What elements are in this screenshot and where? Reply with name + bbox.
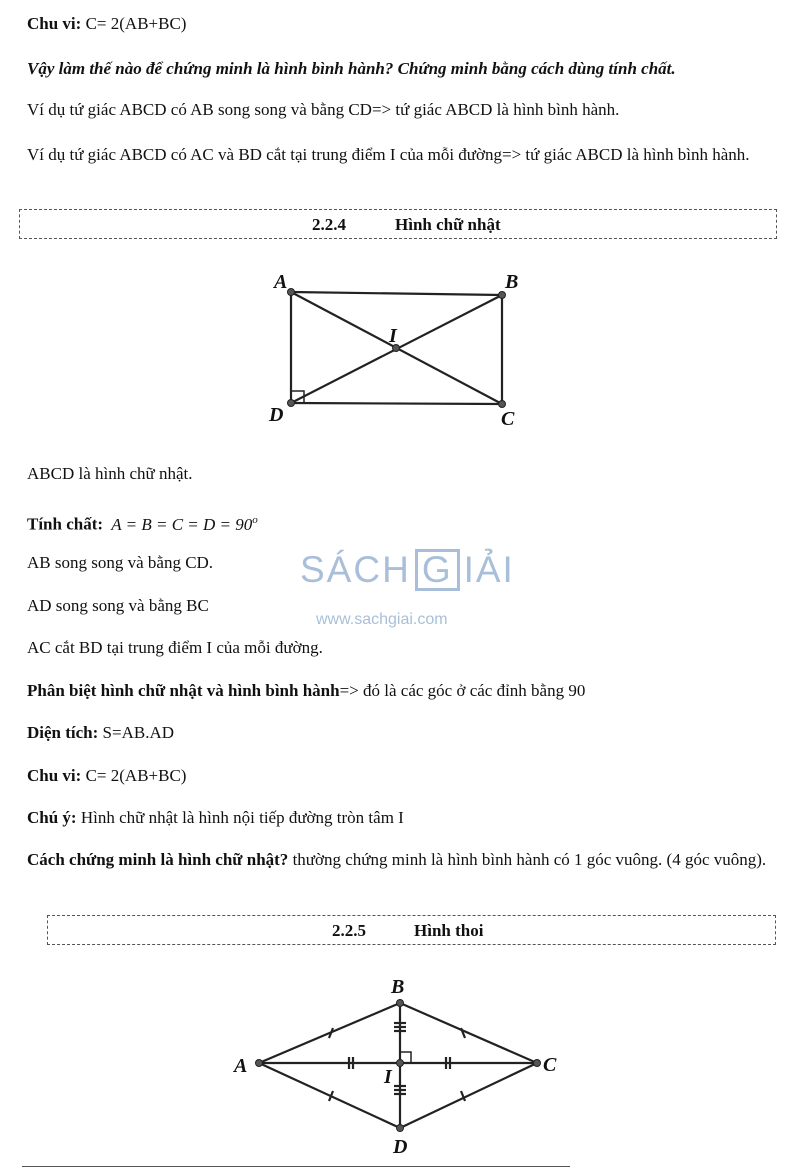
note-line — [27, 807, 770, 829]
watermark-url: www.sachgiai.com — [316, 611, 448, 628]
proof-paragraph — [27, 846, 770, 873]
proof-label: Cách chứng minh là hình chữ nhật? — [27, 850, 289, 869]
property-degree: o — [252, 514, 258, 526]
side-cd-rhombus — [400, 1063, 537, 1128]
side-ab — [291, 292, 502, 295]
label-a: A — [274, 271, 288, 293]
rhombus-label-c: C — [543, 1054, 557, 1076]
section-number: 2.2.4 — [312, 215, 346, 234]
distinguish-label: Phân biệt hình chữ nhật và hình bình hành — [27, 681, 340, 700]
label-d: D — [269, 404, 284, 426]
perimeter-formula: C= 2(AB+BC) — [85, 14, 187, 33]
watermark-logo — [300, 549, 515, 591]
perimeter-label: Chu vi: — [27, 14, 82, 33]
property-1: AB song song và bằng CD. — [27, 553, 214, 572]
perimeter-label-2: Chu vi: — [27, 766, 82, 785]
label-c: C — [501, 408, 515, 430]
label-b: B — [505, 271, 519, 293]
note-text: Hình chữ nhật là hình nội tiếp đường tròn tâm I — [80, 808, 404, 827]
watermark-logo-left: SÁCH — [300, 549, 411, 590]
label-i: I — [389, 325, 397, 347]
perimeter-formula-2: C= 2(AB+BC) — [85, 766, 187, 785]
example-1: Ví dụ tứ giác ABCD có AB song song và bằng CD=> tứ giác ABCD là hình bình hành. — [27, 100, 620, 119]
question-text: Vậy làm thế nào để chứng minh là hình bình hành? Chứng minh bằng cách dùng tính chất. — [27, 59, 676, 78]
area-label: Diện tích: — [27, 723, 99, 742]
side-dc — [291, 403, 502, 404]
rhombus-label-i: I — [384, 1066, 392, 1088]
side-bc-rhombus — [400, 1003, 537, 1063]
property-2: AD song song và bằng BC — [27, 596, 209, 615]
rectangle-intro: ABCD là hình chữ nhật. — [27, 464, 193, 483]
side-da-rhombus — [259, 1063, 400, 1128]
watermark-logo-box: G — [415, 549, 460, 591]
perimeter-line-2 — [27, 765, 770, 787]
property-label: Tính chất: — [27, 514, 104, 534]
example-2: Ví dụ tứ giác ABCD có AC và BD cắt tại trung điểm I của mỗi đường=> tứ giác ABCD là hình bình hành. — [27, 145, 750, 164]
rhombus-label-a: A — [234, 1055, 248, 1077]
proof-text: thường chứng minh là hình bình hành có 1 góc vuông. (4 góc vuông). — [288, 850, 767, 869]
distinguish-text: => đó là các góc ở các đỉnh bằng 90 — [339, 681, 586, 700]
note-label: Chú ý: — [27, 808, 77, 827]
area-formula: S=AB.AD — [102, 723, 175, 742]
section-number-rhombus: 2.2.5 — [332, 921, 366, 940]
distinguish-line — [27, 680, 770, 702]
watermark-logo-right: IẢI — [463, 549, 515, 590]
side-ab-rhombus — [259, 1003, 400, 1063]
rhombus-label-b: B — [391, 976, 405, 998]
property-3: AC cắt BD tại trung điểm I của mỗi đường. — [27, 638, 323, 657]
section-title: Hình chữ nhật — [395, 215, 501, 234]
property-line — [27, 509, 770, 536]
property-formula: A = B = C = D = 90 — [111, 514, 253, 534]
section-heading-rhombus — [47, 915, 776, 945]
area-line — [27, 722, 770, 744]
rhombus-label-d: D — [393, 1136, 408, 1158]
bottom-divider — [22, 1166, 570, 1167]
section-title-rhombus: Hình thoi — [414, 921, 484, 940]
